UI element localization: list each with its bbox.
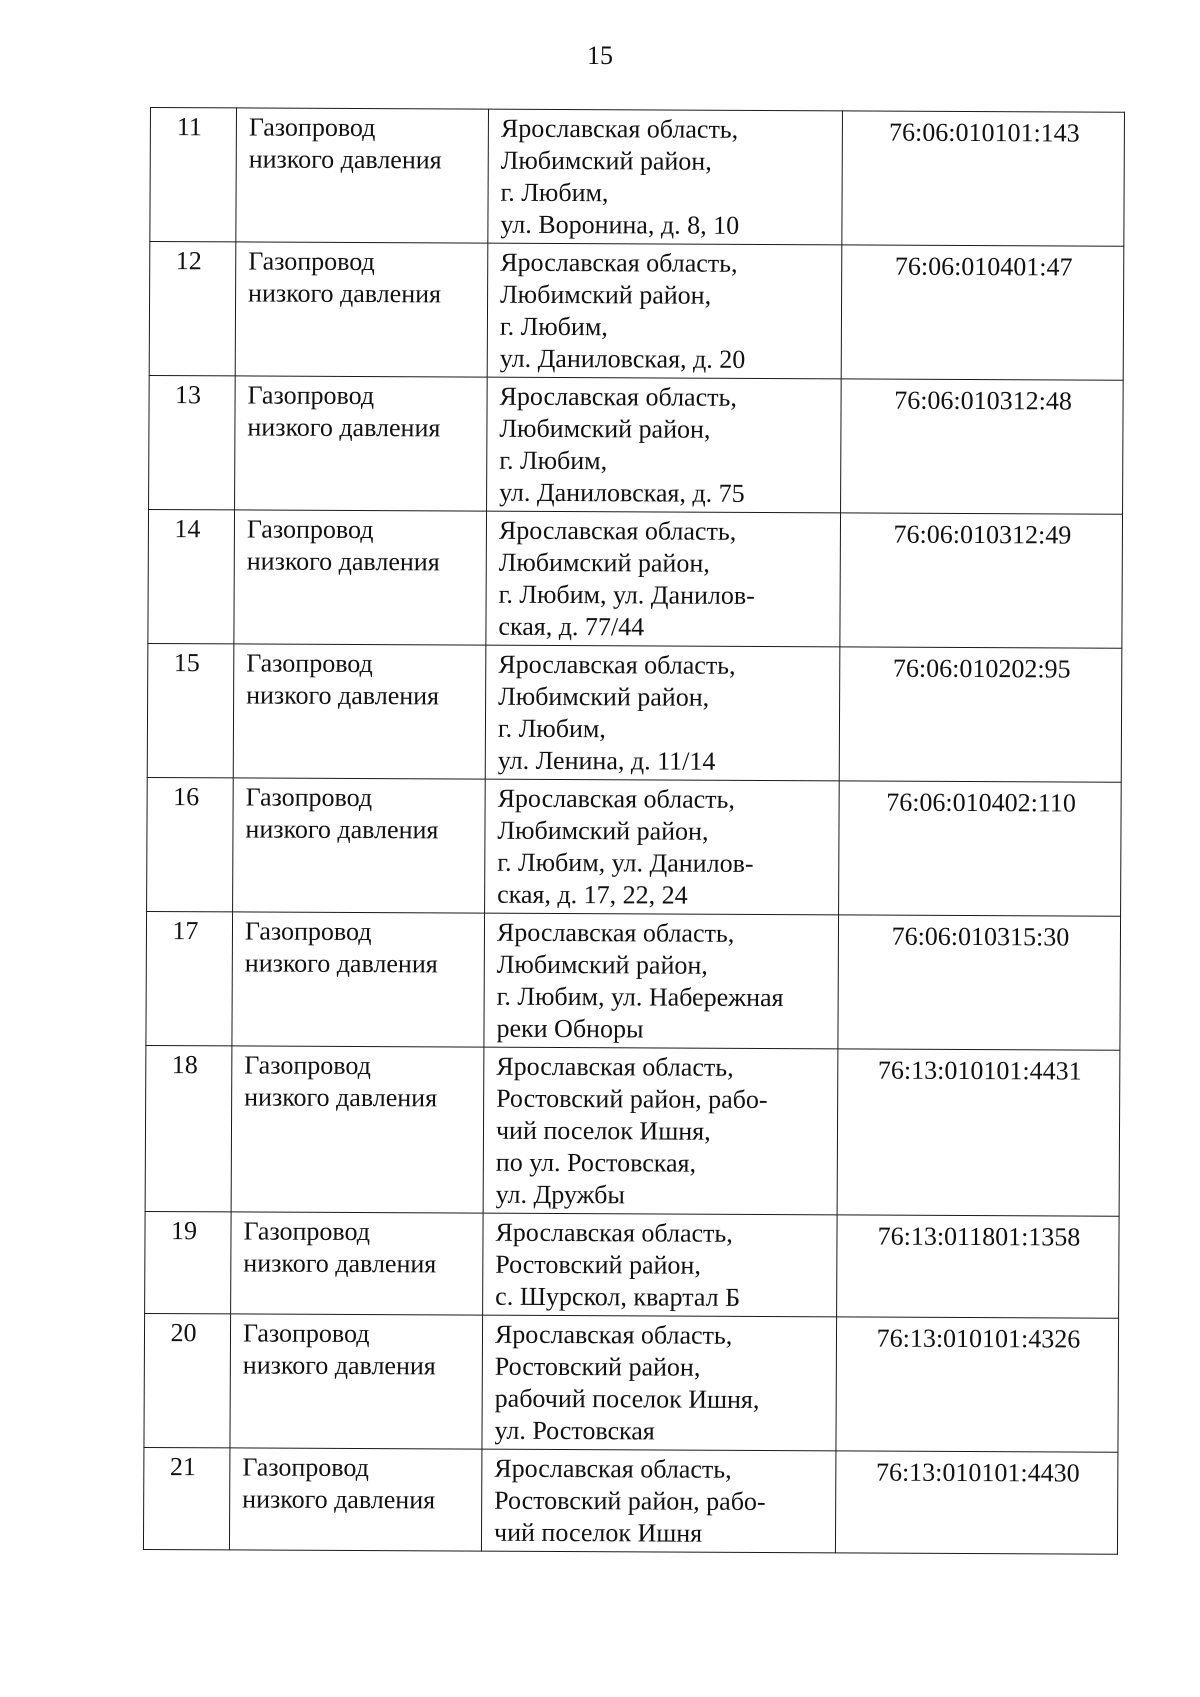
cadastral-number-cell: 76:13:010101:4431 [837,1049,1120,1216]
address-line: Любимский район, [496,949,708,980]
table-row [143,1447,1117,1554]
object-name-line: низкого давления [247,412,441,443]
address-line: Любимский район, [498,681,710,712]
address-line: ул. Дружбы [495,1179,625,1210]
address-cell [484,913,839,1049]
object-name-cell [236,108,489,243]
address-line: чий поселок Ишня, [495,1115,711,1146]
object-name-line: Газопровод [244,916,372,947]
object-name-cell [231,1212,483,1315]
object-name-line: низкого давления [244,1082,438,1113]
table-row [149,375,1124,514]
object-name-line: низкого давления [242,1484,436,1515]
cadastral-number-cell: 76:06:010312:49 [840,513,1123,648]
object-name-cell [232,912,485,1047]
address-line: ская, д. 17, 22, 24 [497,879,688,910]
row-number-cell: 20 [144,1313,231,1447]
object-name-cell [229,1448,481,1551]
row-number-cell: 19 [145,1211,231,1313]
row-number-cell: 21 [143,1447,229,1549]
object-name-cell [233,778,486,913]
cadastral-number-cell: 76:06:010312:48 [841,379,1124,514]
address-cell [483,1047,838,1215]
object-name-line: Газопровод [242,1452,369,1483]
table-row [147,777,1122,916]
object-name-cell [234,510,487,645]
object-name-line: низкого давления [246,680,440,711]
cadastral-number-cell: 76:06:010202:95 [839,647,1122,782]
address-line: ул. Ростовская [494,1415,655,1446]
object-name-line: низкого давления [248,144,442,175]
row-number-cell: 16 [147,777,234,911]
address-line: ул. Воронина, д. 8, 10 [500,209,740,240]
address-line: Ярославская область, [500,247,738,278]
address-line: г. Любим, [497,713,606,744]
table-row [144,1313,1119,1452]
address-cell [485,645,840,781]
address-line: с. Шурскол, квартал Б [495,1281,741,1312]
address-cell [482,1315,837,1451]
table-row [145,1045,1120,1216]
cadastral-number-cell: 76:13:010101:4326 [836,1317,1119,1452]
address-line: Ростовский район, [494,1351,701,1382]
address-cell [483,1213,837,1317]
object-name-line: Газопровод [243,1216,371,1247]
row-number-cell: 14 [148,509,235,643]
address-cell [487,243,842,379]
object-name-line: низкого давления [248,278,442,309]
address-line: реки Обноры [496,1013,644,1044]
row-number-cell: 11 [150,108,237,242]
cadastral-number-cell: 76:06:010401:47 [841,245,1124,380]
object-name-line: Газопровод [246,648,373,679]
address-line: ская, д. 77/44 [498,611,645,642]
row-number-cell: 13 [149,375,236,509]
table-row [149,242,1124,381]
object-name-line: Газопровод [242,1318,370,1349]
table-row [146,911,1121,1050]
address-line: Любимский район, [499,413,711,444]
table-row [148,509,1123,648]
address-cell [485,779,840,915]
cadastral-number-cell: 76:06:010402:110 [839,781,1122,916]
address-line: г. Любим, ул. Данилов- [498,579,755,610]
address-line: Ростовский район, рабо- [496,1083,768,1115]
address-line: г. Любим, ул. Набережная [496,981,784,1013]
address-line: Любимский район, [500,145,712,176]
page-number: 15 [587,41,613,70]
address-line: г. Любим, [499,311,608,342]
address-cell [481,1449,835,1553]
object-name-cell [231,1046,484,1213]
address-line: Ярославская область, [498,649,736,680]
object-name-cell [230,1314,483,1449]
address-line: Ярославская область, [496,917,735,948]
row-number-cell: 18 [145,1045,232,1211]
object-name-line: Газопровод [245,782,373,813]
address-line: Ярославская область, [496,1051,734,1082]
cadastral-number-cell: 76:06:010315:30 [838,915,1121,1050]
object-name-line: Газопровод [247,380,375,411]
address-line: Любимский район, [500,279,712,310]
cadastral-number-cell: 76:13:010101:4430 [835,1451,1117,1554]
object-name-line: низкого давления [246,546,440,577]
object-name-line: Газопровод [248,112,376,143]
address-cell [486,511,841,647]
address-line: г. Любим, [499,445,608,476]
object-name-line: Газопровод [246,514,374,545]
address-cell [487,377,842,513]
object-name-line: низкого давления [242,1350,436,1381]
address-line: ул. Даниловская, д. 75 [499,477,745,508]
address-line: Ярославская область, [500,113,739,144]
object-name-cell [235,376,488,511]
address-line: Ярославская область, [499,381,737,412]
address-line: Ярославская область, [498,515,737,546]
object-name-cell [235,242,488,377]
object-name-line: Газопровод [248,246,375,277]
row-number-cell: 17 [146,911,233,1045]
address-line: Ростовский район, рабо- [494,1485,766,1517]
cadastral-number-cell: 76:13:011801:1358 [837,1215,1119,1318]
address-line: г. Любим, [500,177,609,208]
object-name-line: низкого давления [243,1248,437,1279]
address-line: Ростовский район, [495,1249,701,1280]
cadastral-number-cell: 76:06:010101:143 [842,111,1125,246]
table-row [147,643,1122,782]
table-row [150,108,1125,247]
table-row [145,1211,1119,1318]
address-line: ул. Даниловская, д. 20 [499,343,746,374]
address-line: Ярославская область, [495,1217,733,1248]
object-name-line: Газопровод [244,1050,371,1081]
address-line: ул. Ленина, д. 11/14 [497,745,716,776]
table-body [143,108,1124,1555]
address-line: Ярославская область, [494,1453,732,1484]
address-cell [488,109,843,245]
address-line: Любимский район, [497,815,709,846]
address-line: Ярославская область, [497,783,736,814]
address-line: рабочий поселок Ишня, [494,1383,760,1414]
address-line: Любимский район, [498,547,710,578]
object-name-line: низкого давления [244,948,438,979]
address-line: чий поселок Ишня [493,1517,703,1548]
object-name-line: низкого давления [245,814,439,845]
row-number-cell: 12 [149,242,236,376]
address-line: Ярославская область, [494,1319,733,1350]
row-number-cell: 15 [147,643,234,777]
object-name-cell [233,644,486,779]
property-table [143,107,1125,1555]
address-line: по ул. Ростовская, [495,1147,697,1178]
address-line: г. Любим, ул. Данилов- [497,847,754,878]
